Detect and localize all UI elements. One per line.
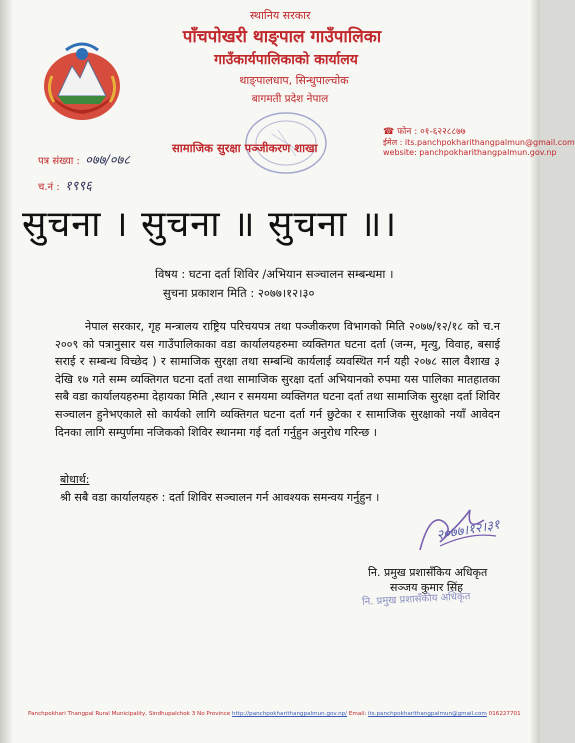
phone-icon: ☎ <box>383 127 395 137</box>
publication-date-label: सुचना प्रकाशन मिति : <box>163 286 255 300</box>
contact-email: ईमेल : its.panchpokharithangpalmun@gmail.com <box>383 138 575 147</box>
notice-banner: सुचना । सुचना ॥ सुचना ॥। <box>22 204 398 245</box>
website-value: panchpokharithangpalmun.gov.np <box>419 148 557 157</box>
paper-edge-right <box>530 0 540 743</box>
letter-footer <box>28 711 521 717</box>
officer-name: सञ्जय कुमार सिंह <box>390 581 463 594</box>
letter-number-value: ०७७/०७८ <box>85 153 131 168</box>
dispatch-number-label: च.नं : <box>38 182 60 193</box>
letter-number-label: पत्र संख्या : <box>38 156 80 167</box>
contact-website <box>383 148 557 157</box>
paper-edge-left <box>0 0 12 743</box>
officer-stamp: नि. प्रमुख प्रशासँकीय अधिकृत <box>361 591 471 608</box>
contact-phone: ☎ फोन : ०१-६२२८८७७ <box>383 127 466 137</box>
publication-date-line <box>163 286 314 301</box>
footer-address: Panchpokhari Thangpal Rural Municipality, Sindhupalchok 3 No Province <box>28 711 231 717</box>
publication-date-value: २०७७।१२।३० <box>257 286 315 300</box>
section-name: सामाजिक सुरक्षा पञ्जीकरण शाखा <box>172 141 318 155</box>
office-name: गाउँकार्यपालिकाको कार्यालय <box>214 52 358 68</box>
nepal-emblem-logo <box>36 36 128 128</box>
dispatch-number-value: १९९६ <box>64 179 92 194</box>
subject-line <box>155 267 393 282</box>
footer-email-link[interactable]: its.panchpokharithangpalmun@gmail.com <box>368 711 487 717</box>
office-location-line1: थाङ्पालधाप, सिन्धुपाल्चोक <box>239 74 349 87</box>
phone-value: ०१-६२२८८७७ <box>420 127 466 137</box>
email-value: its.panchpokharithangpalmun@gmail.com <box>404 138 575 147</box>
subject-label: विषय : <box>155 267 186 281</box>
footer-website-link[interactable]: http://panchpokharithangpalmun.gov.np/ <box>232 711 348 717</box>
letter-number <box>38 150 130 168</box>
office-location-line2: बागमती प्रदेश नेपाल <box>251 93 329 105</box>
dispatch-number <box>38 176 92 194</box>
subject-text: घटना दर्ता शिविर /अभियान सञ्चालन सम्बन्धमा । <box>188 267 394 281</box>
header-superscript: स्थानिय सरकार <box>250 9 311 22</box>
cc-heading: बोधार्थ: <box>60 473 90 486</box>
municipality-name: पाँचपोखरी थाङ्पाल गाउँपालिका <box>182 27 382 47</box>
footer-email-label: Email: <box>348 711 367 717</box>
email-label: ईमेल <box>383 138 398 147</box>
notice-body-paragraph: नेपाल सरकार, गृह मन्त्रालय राष्ट्रिय परिचयपत्र तथा पञ्जीकरण विभागको मिति २०७७/१२/१८ को च.न २००९ को पत्रानुसार यस गाउँपालिकाका वडा कार्यालयहरुमा व्यक्तिगत घटना दर्ता (जन्म, मृत्यु, विवाह, बसाई सराई र सम्बन्ध विच्छेद ) र सामाजिक सुरक्षा तथा सम्बन्धि कार्यलाई व्यवस्थित गर्न यही २०७८ साल वैशाख ३ देखि १७ गते सम्म व्यक्तिगत घटना दर्ता तथा सामाजिक सुरक्षा दर्ता अभियानको रुपमा यस पालिका मातहातका सबै वडा कार्यालयहरुमा देहायका मिति ,स्थान र समयमा व्यक्तिगत घटना दर्ता तथा सामाजिक सुरक्षा दर्ता शिविर सञ्चालन हुनेभएकाले सो कार्यको लागि व्यक्तिगत घटना दर्ता गर्न छुटेका र सामाजिक सुरक्षाको नयाँ आवेदन दिनका लागि सम्पुर्णमा नजिकको शिविर स्थानमा गई दर्ता गर्नुहुन अनुरोध गरिन्छ । <box>55 320 500 439</box>
signature-date: २०७७।१२।३१ <box>435 517 502 544</box>
website-label: website: <box>383 148 417 157</box>
phone-label: फोन <box>397 127 412 137</box>
cc-line: श्री सबै वडा कार्यालयहरु : दर्ता शिविर सञ्चालन गर्न आवश्यक समन्वय गर्नुहुन । <box>60 491 380 504</box>
officer-title: नि. प्रमुख प्रशासँकिय अधिकृत <box>368 566 488 579</box>
footer-phone: 016227701 <box>488 711 521 717</box>
